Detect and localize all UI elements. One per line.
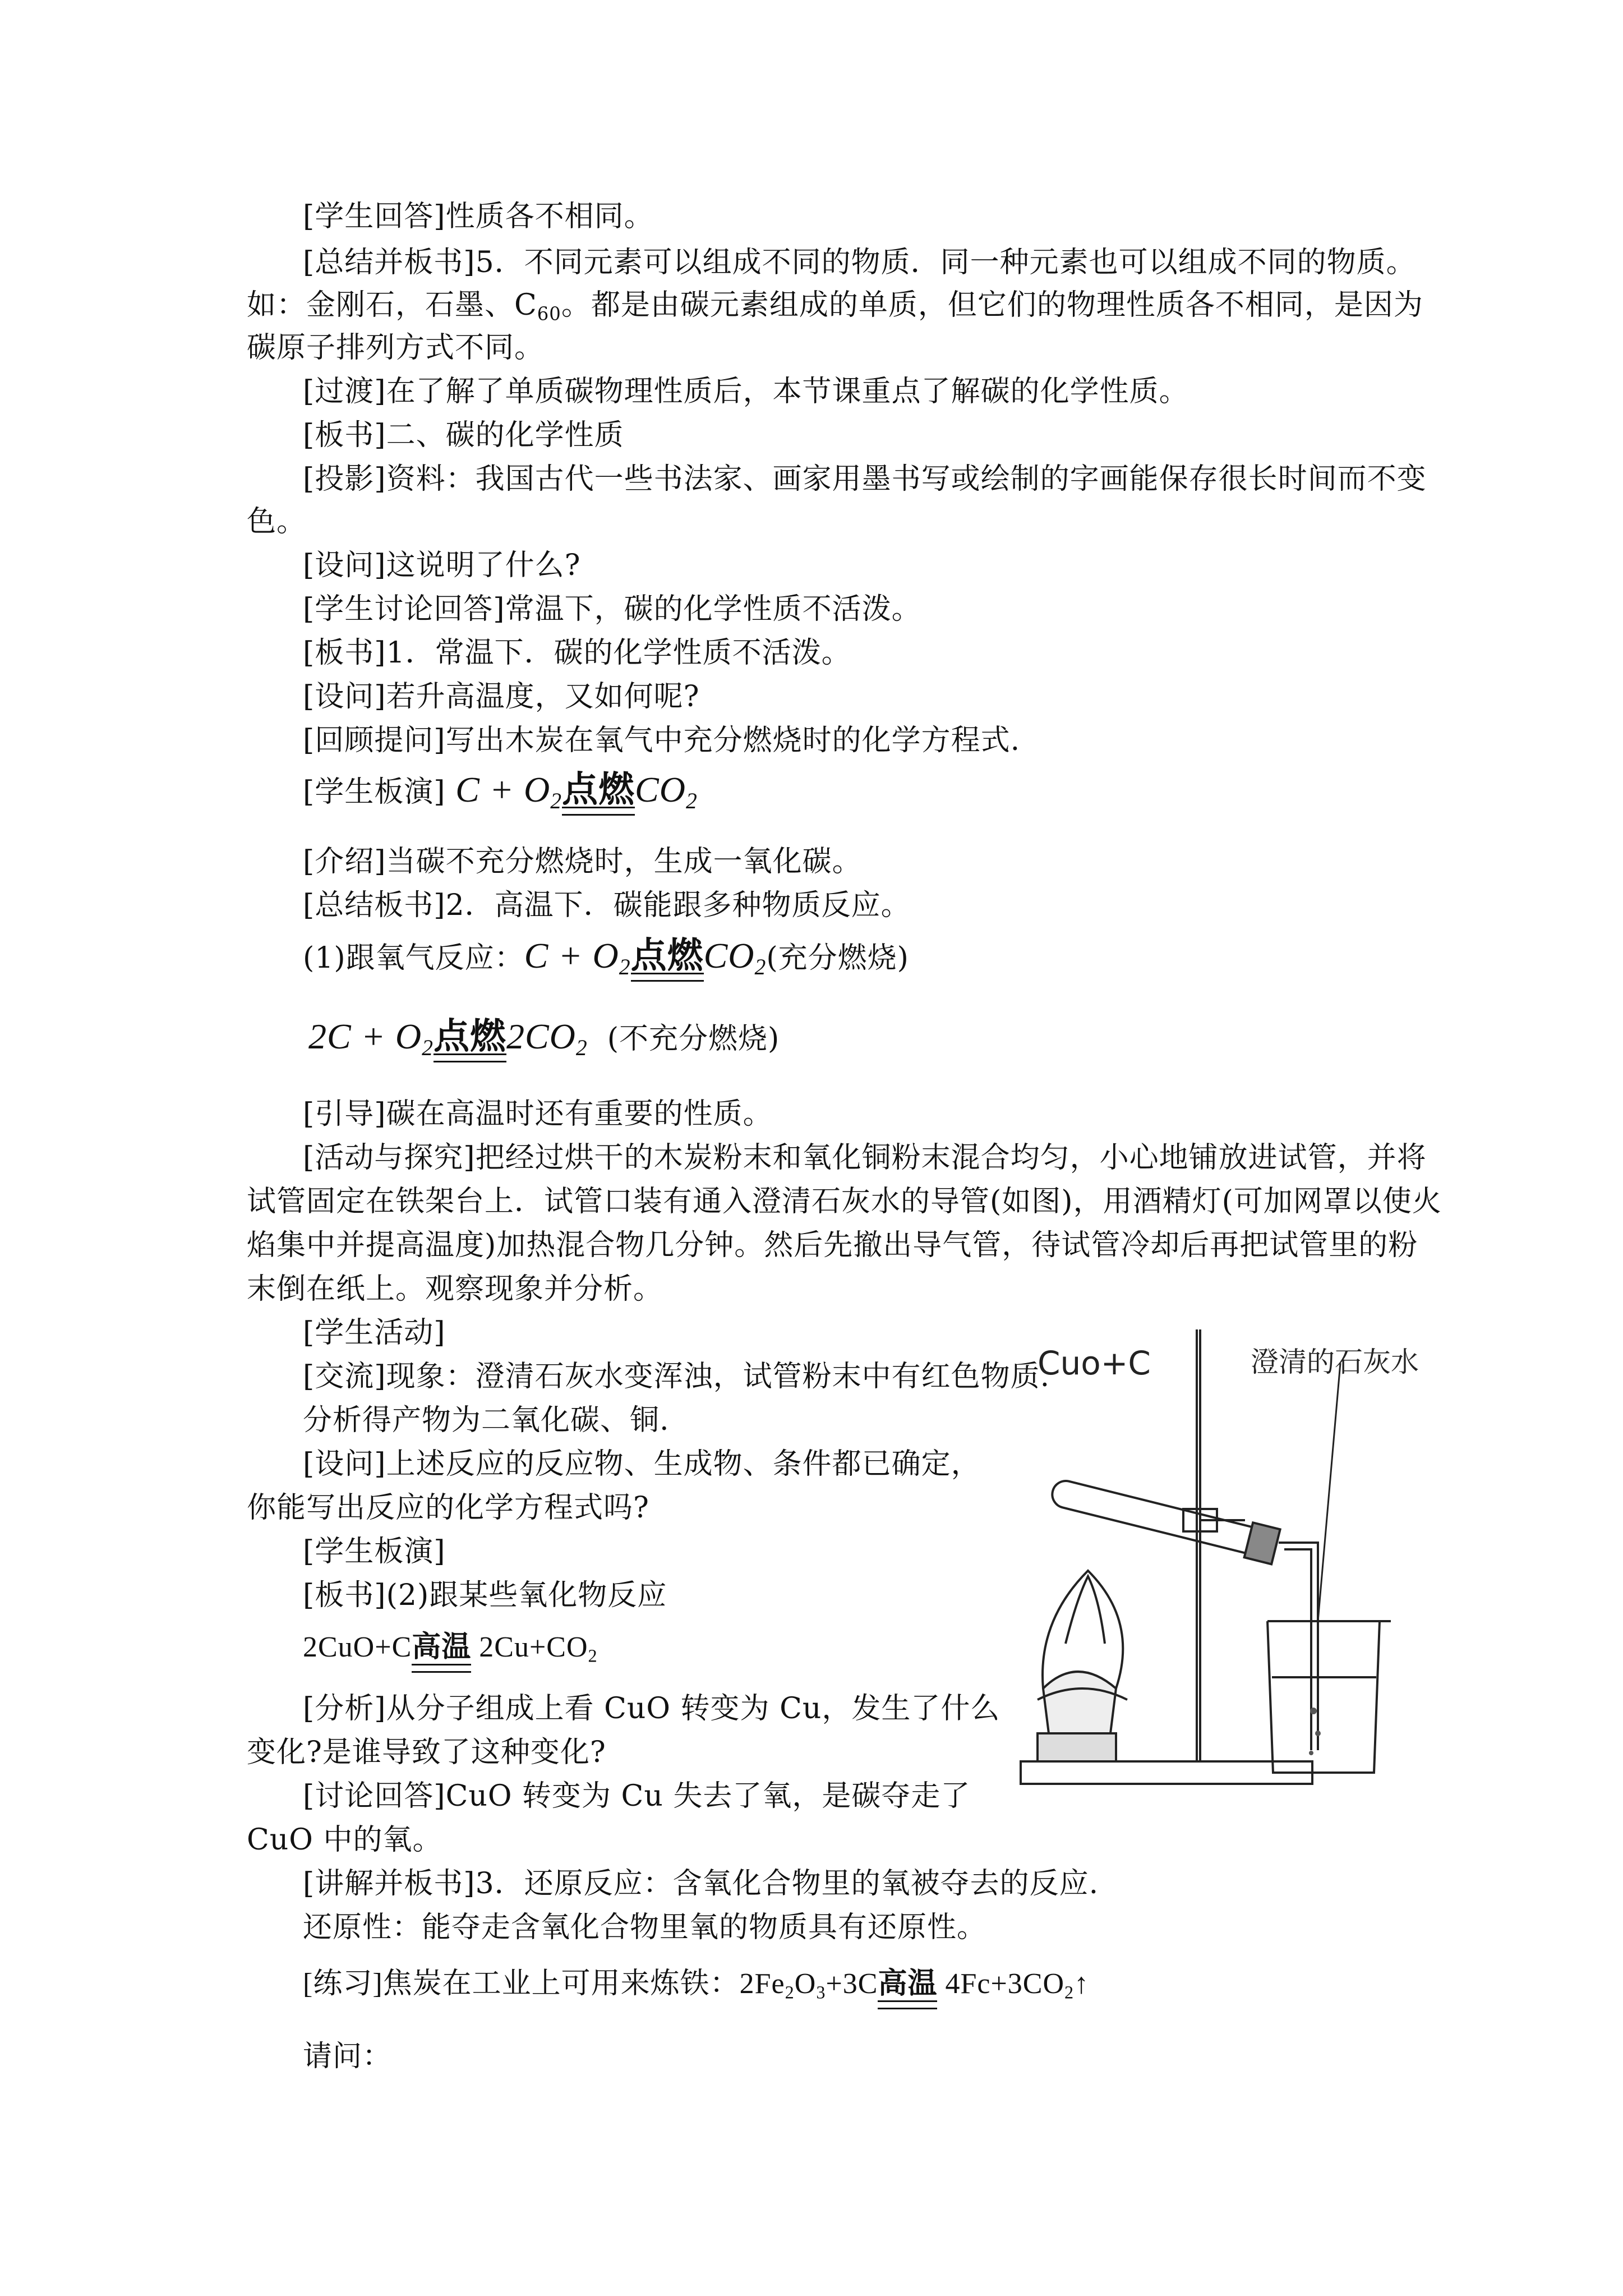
text-line: 还原性：能夺走含氧化合物里氧的物质具有还原性。: [303, 1911, 987, 1944]
text-line: [回顾提问]写出木炭在氧气中充分燃烧时的化学方程式.: [303, 724, 1021, 757]
lamp-flame: [1066, 1576, 1105, 1644]
text-line: [投影]资料：我国古代一些书法家、画家用墨书写或绘制的字画能保存很长时间而不变: [303, 462, 1427, 496]
figure-label-limewater: 澄清的石灰水: [1251, 1346, 1419, 1378]
text-line: [设问]若升高温度，又如何呢?: [303, 680, 700, 714]
text-line: [总结板书]2．高温下．碳能跟多种物质反应。: [303, 889, 911, 922]
text-line: 色。: [247, 505, 307, 539]
equation-line: (1)跟氧气反应：$C + O_2$点燃$CO_2$(充分燃烧): [303, 935, 909, 979]
stand-base: [1021, 1761, 1312, 1784]
text-line: 焰集中并提高温度)加热混合物几分钟。然后先撤出导气管，待试管冷却后再把试管里的粉: [247, 1228, 1418, 1262]
text-line: [讨论回答]CuO 转变为 Cu 失去了氧，是碳夺走了: [303, 1779, 971, 1813]
chemical-equation: $C + O_2$点燃$CO_2$: [455, 769, 698, 813]
text-line: 碳原子排列方式不同。: [247, 331, 545, 365]
beaker: [1267, 1621, 1380, 1773]
figure-label-cuo-c: Cuo+C: [1038, 1344, 1151, 1382]
text-line: 你能写出反应的化学方程式吗?: [247, 1491, 649, 1525]
equation-line: $2C + O_2$点燃$2CO_2$ (不充分燃烧): [308, 1016, 780, 1060]
text-line: [讲解并板书]3．还原反应：含氧化合物里的氧被夺去的反应.: [303, 1867, 1099, 1901]
apparatus-figure: [1004, 1307, 1430, 1801]
text-line: [分析]从分子组成上看 CuO 转变为 Cu，发生了什么: [303, 1692, 1000, 1726]
text-line: 试管固定在铁架台上．试管口装有通入澄清石灰水的导管(如图)，用酒精灯(可加网罩以使火: [247, 1185, 1442, 1218]
equation-line: [练习]焦炭在工业上可用来炼铁：$2Fe_2O_3+3C$高温 $4Fc+3CO_2↑$: [303, 1963, 1089, 2013]
text-line: [活动与探究]把经过烘干的木炭粉末和氧化铜粉末混合均匀，小心地铺放进试管，并将: [303, 1141, 1427, 1175]
text-line: [总结并板书]5．不同元素可以组成不同的物质．同一种元素也可以组成不同的物质。: [303, 246, 1416, 279]
text-line: [学生回答]性质各不相同。: [303, 200, 654, 233]
lamp-base: [1038, 1733, 1116, 1761]
equation-line: 2CuO+C高温 $2Cu+CO_2$: [303, 1627, 598, 1676]
chemical-equation: $2C + O_2$点燃$2CO_2$: [308, 1016, 588, 1060]
text-line: [板书]二、碳的化学性质: [303, 418, 624, 452]
text-line: CuO 中的氧。: [247, 1823, 442, 1857]
text-line: [学生活动]: [303, 1316, 446, 1350]
chemical-equation: $C + O_2$点燃$CO_2$: [524, 935, 767, 979]
text-line: 末倒在纸上。观察现象并分析。: [247, 1272, 663, 1306]
test-tube: [1048, 1474, 1280, 1564]
text-line: [学生讨论回答]常温下，碳的化学性质不活泼。: [303, 592, 921, 626]
text-line: [设问]这说明了什么?: [303, 549, 581, 582]
text-line: 变化?是谁导致了这种变化?: [247, 1736, 606, 1769]
equation-line: [学生板演] $C + O_2$点燃$CO_2$: [303, 769, 698, 813]
text-line: 分析得产物为二氧化碳、铜.: [303, 1404, 670, 1437]
text-line: [过渡]在了解了单质碳物理性质后，本节课重点了解碳的化学性质。: [303, 375, 1189, 408]
text-line: 请问：: [303, 2040, 393, 2073]
alcohol-lamp: [1043, 1672, 1116, 1733]
text-line: [学生板演]: [303, 1535, 446, 1568]
text-line: [板书]1．常温下．碳的化学性质不活泼。: [303, 636, 851, 670]
text-line: [介绍]当碳不充分燃烧时，生成一氧化碳。: [303, 845, 862, 878]
text-line: 如：金刚石，石墨、$C_{60}$。都是由碳元素组成的单质，但它们的物理性质各不相同，是因为: [247, 288, 1423, 325]
text-line: [设问]上述反应的反应物、生成物、条件都已确定，: [303, 1447, 981, 1481]
text-line: [交流]现象：澄清石灰水变浑浊，试管粉末中有红色物质.: [303, 1360, 1050, 1393]
text-line: [板书](2)跟某些氧化物反应: [303, 1579, 667, 1612]
text-line: [引导]碳在高温时还有重要的性质。: [303, 1097, 773, 1131]
